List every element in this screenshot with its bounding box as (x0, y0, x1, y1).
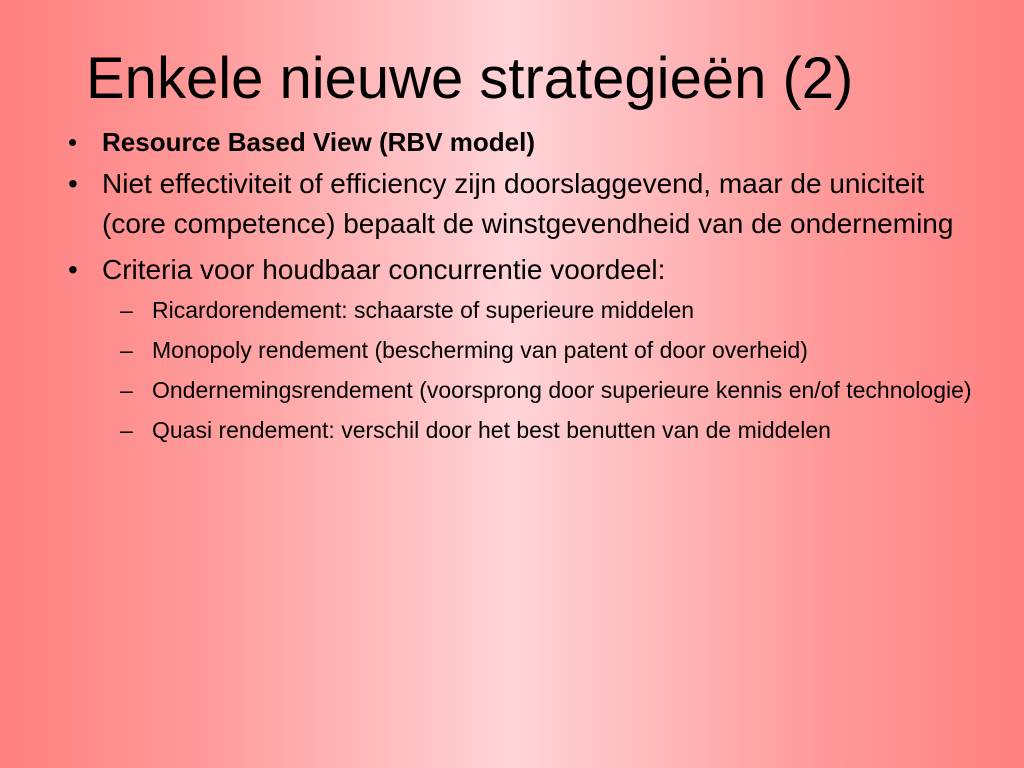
sub-bullet-item (108, 332, 982, 368)
sub-bullet-list (102, 292, 982, 448)
sub-bullet-marker: – (120, 337, 133, 363)
sub-bullet-text: Ricardorendement: schaarste of superieure middelen (152, 297, 695, 323)
bullet-list (62, 122, 982, 452)
slide-title: Enkele nieuwe strategieën (2) (86, 46, 854, 111)
sub-bullet-marker: – (120, 417, 133, 443)
bullet-text: Resource Based View (RBV model) (102, 127, 535, 157)
sub-bullet-text: Monopoly rendement (bescherming van patent of door overheid) (152, 337, 808, 363)
bullet-marker: • (68, 168, 78, 199)
bullet-item-rbv (62, 122, 982, 162)
sub-bullet-item (108, 292, 982, 328)
bullet-text: Criteria voor houdbaar concurrentie voordeel: (102, 254, 666, 285)
sub-bullet-marker: – (120, 297, 133, 323)
bullet-marker: • (68, 127, 78, 157)
bullet-marker: • (68, 254, 78, 285)
sub-bullet-text: Quasi rendement: verschil door het best benutten van de middelen (152, 417, 831, 443)
sub-bullet-item (108, 412, 982, 448)
sub-bullet-item (108, 372, 982, 408)
sub-bullet-text: Ondernemingsrendement (voorsprong door superieure kennis en/of technologie) (152, 377, 972, 403)
bullet-item-criteria (62, 250, 982, 448)
bullet-text: Niet effectiviteit of efficiency zijn doorslaggevend, maar de uniciteit (core competence) bepaalt de winstgevendheid van de onderneming (102, 168, 954, 239)
sub-bullet-marker: – (120, 377, 133, 403)
bullet-item-uniciteit (62, 164, 982, 244)
